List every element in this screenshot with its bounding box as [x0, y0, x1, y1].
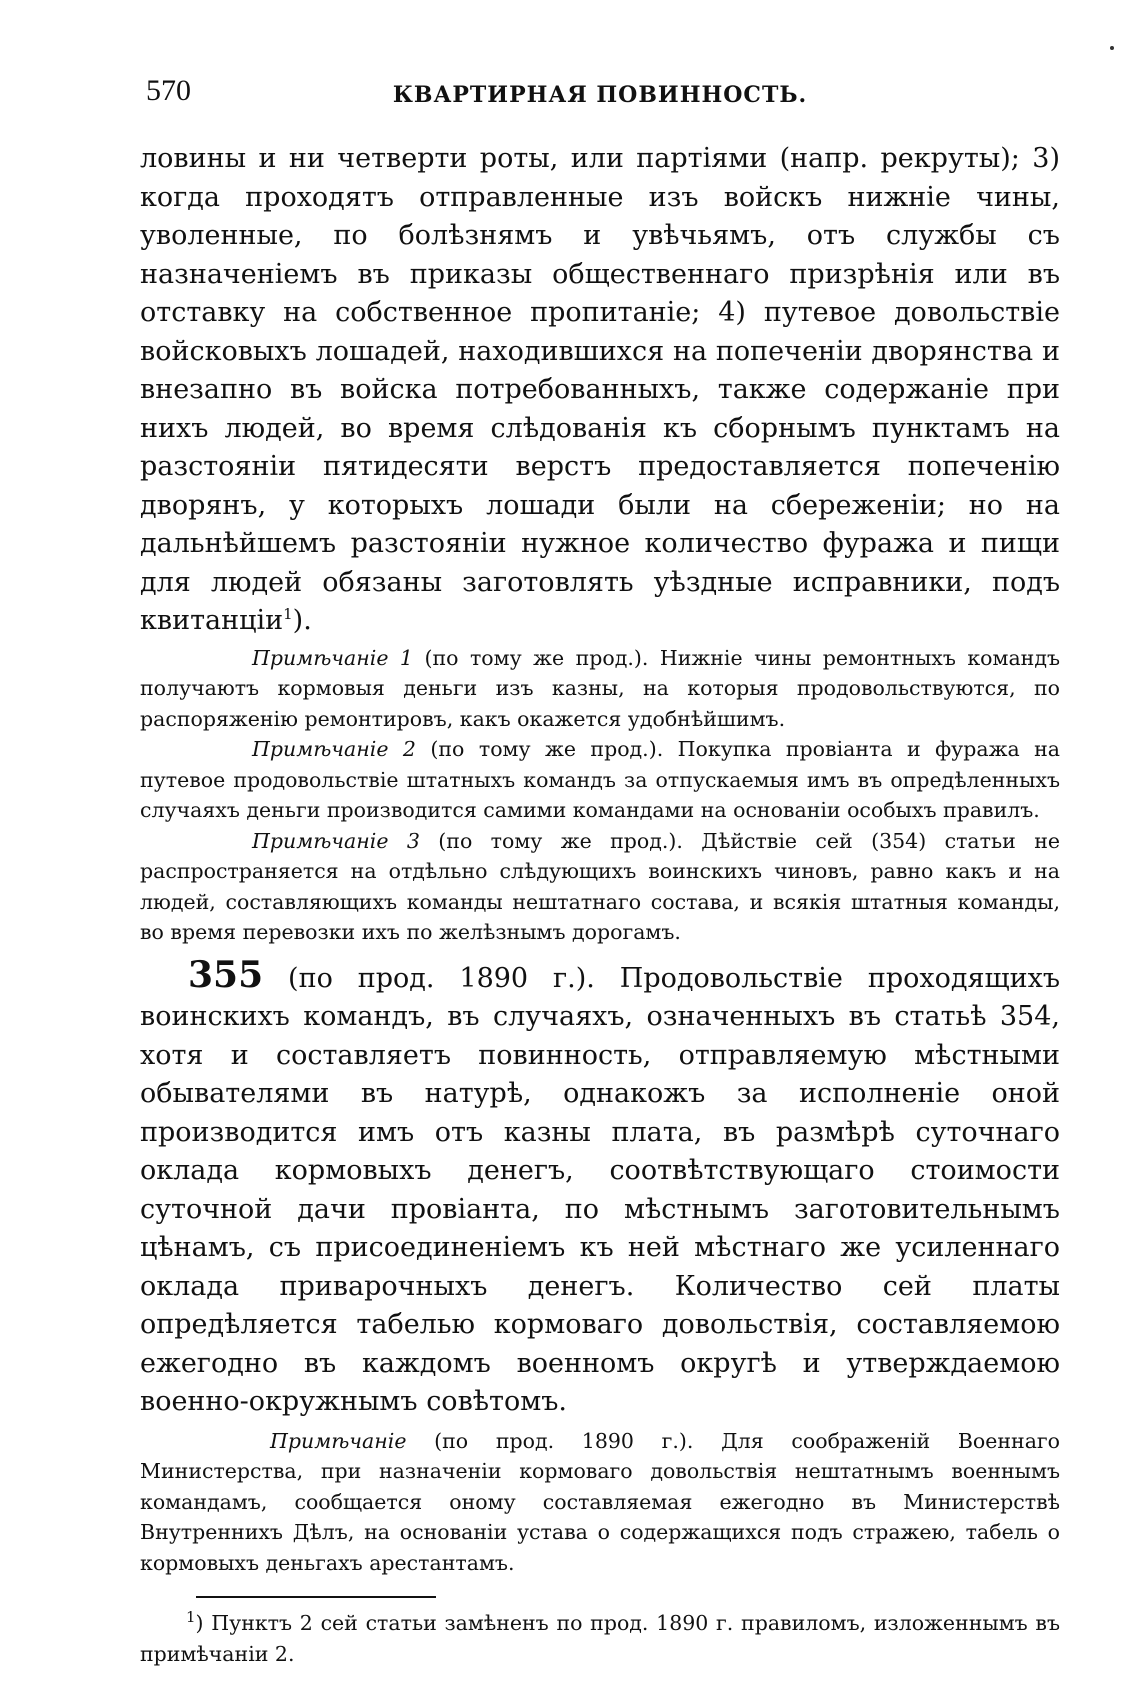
footnote-divider	[196, 1596, 436, 1598]
footnote-text: ) Пунктъ 2 сей статьи замѣненъ по прод. 1890 г. правиломъ, изложеннымъ въ примѣчаніи 2.	[140, 1611, 1060, 1666]
note-text: (по тому же прод.). Дѣйствіе сей (354) статьи не распространяется на отдѣльно слѣдующихъ воинскихъ чиновъ, равно какъ и на людей, составляющихъ команды нештатнаго состава, и всякія штатныя команды, во время перевозки ихъ по желѣзнымъ дорогамъ.	[140, 828, 1060, 944]
note-label: Примѣчаніе	[270, 1428, 407, 1453]
note-1	[140, 643, 1060, 735]
page-header	[140, 70, 1060, 118]
body-end: ).	[292, 605, 312, 636]
footnote	[140, 1608, 1060, 1669]
article-number: 355	[188, 953, 264, 996]
scan-speck	[1110, 46, 1114, 50]
note-2	[140, 734, 1060, 826]
note-label: Примѣчаніе 3	[252, 828, 420, 853]
note-text: (по прод. 1890 г.). Для соображеній Военнаго Министерства, при назначеніи кормоваго довольствія нештатнымъ военнымъ командамъ, сообщается оному составляемая ежегодно въ Министерствѣ Внутреннихъ Дѣлъ, на основаніи устава о содержащихся подъ стражею, табель о кормовыхъ деньгахъ арестантамъ.	[140, 1428, 1060, 1575]
book-page	[140, 70, 1060, 1669]
article-355	[140, 953, 1060, 1422]
body-paragraph	[140, 140, 1060, 641]
note-label: Примѣчаніе 1	[252, 645, 413, 670]
note-3	[140, 826, 1060, 948]
running-title: КВАРТИРНАЯ ПОВИННОСТЬ.	[392, 82, 808, 108]
article-354-notes	[140, 643, 1060, 948]
note-label: Примѣчаніе 2	[252, 737, 416, 761]
article-355-paragraph	[140, 953, 1060, 1422]
footnote-reference: 1	[283, 605, 293, 623]
note-text: (по тому же прод.). Нижніе чины ремонтныхъ командъ получаютъ кормовыя деньги изъ казны, на которыя продовольствуются, по распоряженію ремонтировъ, какъ окажется удобнѣйшимъ.	[140, 645, 1061, 731]
body-text: ловины и ни четверти роты, или партіями (напр. рекруты); 3) когда проходятъ отправленные изъ войскъ нижніе чины, уволенные, по болѣзнямъ и увѣчьямъ, отъ службы съ назначеніемъ въ приказы общественнаго призрѣнія или въ отставку на собственное пропитаніе; 4) путевое довольствіе войсковыхъ лошадей, находившихся на попеченіи дворянства и внезапно въ войска потребованныхъ, также содержаніе при нихъ людей, во время слѣдованія къ сборнымъ пунктамъ на разстояніи пятидесяти верстъ предоставляется попеченію дворянъ, у которыхъ лошади были на сбереженіи; но на дальнѣйшемъ разстояніи нужное количество фуража и пищи для людей обязаны заготовлять уѣздные исправники, подъ квитанціи	[140, 143, 1060, 636]
article-355-notes	[140, 1426, 1060, 1579]
note-355	[140, 1426, 1060, 1579]
article-text: (по прод. 1890 г.). Продовольствіе проходящихъ воинскихъ командъ, въ случаяхъ, означенныхъ въ статьѣ 354, хотя и составляетъ повинность, отправляемую мѣстными обывателями въ натурѣ, однакожъ за исполненіе оной производится имъ отъ казны плата, въ размѣрѣ суточнаго оклада кормовыхъ денегъ, соотвѣтствующаго стоимости суточной дачи провіанта, по мѣстнымъ заготовительнымъ цѣнамъ, съ присоединеніемъ къ ней мѣстнаго же усиленнаго оклада приварочныхъ денегъ. Количество сей платы опредѣляется табелью кормоваго довольствія, составляемою ежегодно въ каждомъ военномъ округѣ и утверждаемою военно-окружнымъ совѣтомъ.	[140, 962, 1060, 1417]
footnote-marker: 1	[186, 1608, 196, 1627]
article-354-continuation	[140, 140, 1060, 641]
page-number: 570	[146, 74, 191, 107]
note-text: (по тому же прод.). Покупка провіанта и фуража на путевое продовольствіе штатныхъ командъ за отпускаемыя имъ въ опредѣленныхъ случаяхъ деньги производится самими командами на основаніи особыхъ правилъ.	[140, 737, 1060, 822]
